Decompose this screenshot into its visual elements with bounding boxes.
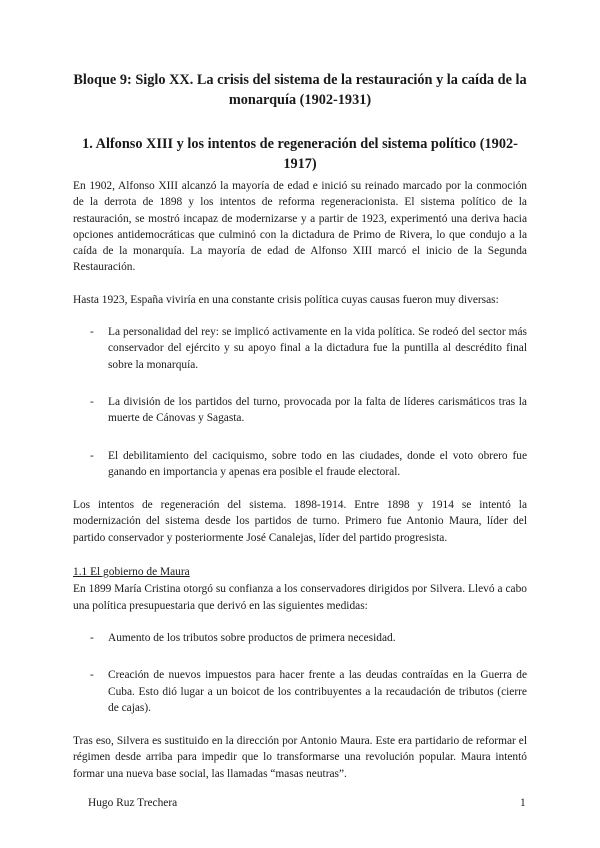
intro-paragraph: En 1902, Alfonso XIII alcanzó la mayoría de edad e inició su reinado marcado por la conmoción de la derrota de 1898 y los intentos de reforma regeneracionista. El sistema político de la restauración, se mostró incapaz de modernizarse y a partir de 1923, experimentó una deriva hacia opciones antidemocráticas que culminó con la dictadura de Primo de Rivera, lo que condujo a la caída de la monarquía. La mayoría de edad de Alfonso XIII marcó el inicio de la Segunda Restauración. xyxy=(73,180,527,274)
bullet-marker: - xyxy=(90,449,94,462)
section-title: 1. Alfonso XIII y los intentos de regeneración del sistema político (1902-1917) xyxy=(82,136,518,172)
bullet-marker: - xyxy=(90,395,94,408)
list-item-text: El debilitamiento del caciquismo, sobre todo en las ciudades, donde el voto obrero fue ganando en importancia y apenas era posible el fraude electoral. xyxy=(108,449,527,478)
footer-author: Hugo Ruz Trechera xyxy=(88,797,178,809)
list-item xyxy=(73,394,527,427)
list-item-text: Creación de nuevos impuestos para hacer frente a las deudas contraídas en la Guerra de Cuba. Esto dió lugar a un boicot de los contribuyentes a la recaudación de tributos (cierre de cajas). xyxy=(108,669,527,714)
page-number: 1 xyxy=(520,797,526,809)
maura-paragraph: Tras eso, Silvera es sustituido en la dirección por Antonio Maura. Este era partidario de reformar el régimen desde arriba para impedir que lo transformarse una revolución popular. Maura intentó formar una nueva base social, las llamadas “masas neutras”. xyxy=(73,735,527,780)
silvera-paragraph: En 1899 María Cristina otorgó su confianza a los conservadores dirigidos por Silvera. Llevó a cabo una política presupuestaria que derivó en las siguientes medidas: xyxy=(73,583,527,612)
causes-list xyxy=(73,324,527,480)
regeneration-paragraph: Los intentos de regeneración del sistema. 1898-1914. Entre 1898 y 1914 se intentó la modernización del sistema desde los partidos de turno. Primero fue Antonio Maura, líder del partido conservador y posteriormente José Canalejas, líder del partido progresista. xyxy=(73,499,527,544)
bullet-marker: - xyxy=(90,326,94,339)
list-item xyxy=(73,324,527,373)
bullet-marker: - xyxy=(90,669,94,682)
list-item-text: La división de los partidos del turno, provocada por la falta de líderes carismáticos tras la muerte de Cánovas y Sagasta. xyxy=(108,395,527,425)
list-item xyxy=(73,630,527,646)
list-item xyxy=(73,448,527,481)
list-item xyxy=(73,667,527,716)
bullet-marker: - xyxy=(90,631,94,644)
document-page xyxy=(73,70,527,798)
crisis-paragraph: Hasta 1923, España viviría en una constante crisis política cuyas causas fueron muy diversas: xyxy=(73,293,499,306)
list-item-text: La personalidad del rey: se implicó activamente en la vida política. Se rodeó del sector más conservador del ejército y su apoyo final a la dictadura fue la puntilla al descrédito final sobre la monarquía. xyxy=(108,326,527,371)
subsection-heading: 1.1 El gobierno de Maura xyxy=(73,566,190,579)
list-item-text: Aumento de los tributos sobre productos de primera necesidad. xyxy=(108,631,396,644)
measures-list xyxy=(73,630,527,716)
document-title: Bloque 9: Siglo XX. La crisis del sistema de la restauración y la caída de la monarquía (1902-1931) xyxy=(73,72,527,108)
